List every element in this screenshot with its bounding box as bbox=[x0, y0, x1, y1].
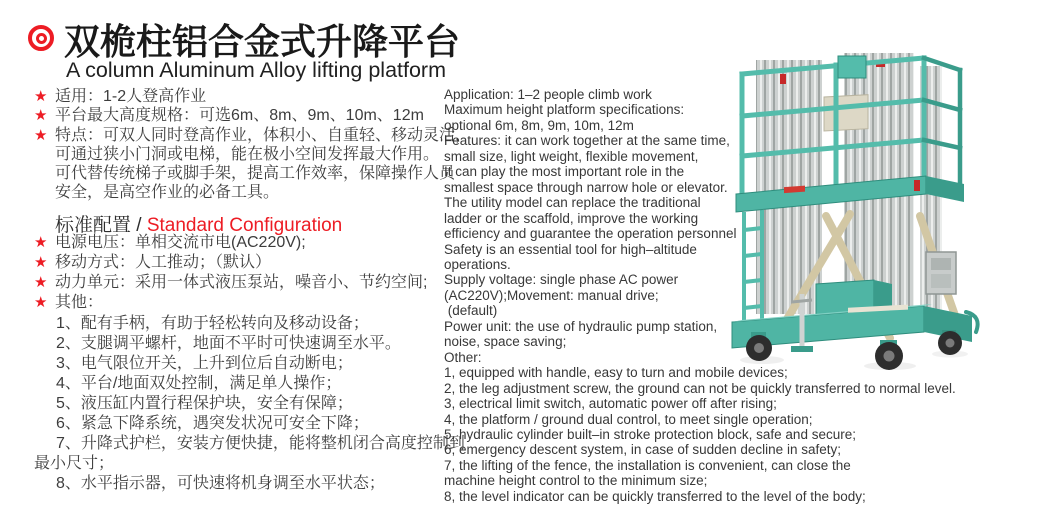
star-icon: ★ bbox=[34, 294, 48, 311]
star-icon: ★ bbox=[34, 88, 48, 105]
other-line bbox=[34, 334, 465, 354]
english-spec-line: small size, light weight, flexible movement, bbox=[444, 148, 699, 164]
star-icon: ★ bbox=[34, 107, 48, 125]
english-spec-line: operations. bbox=[444, 256, 511, 272]
other-line bbox=[34, 374, 465, 394]
other-text: 8、水平指示器，可快速将机身调至水平状态； bbox=[56, 475, 385, 492]
english-spec-line: smallest space through narrow hole or elevator. bbox=[444, 179, 728, 195]
config-line bbox=[34, 233, 427, 253]
english-spec-line: Power unit: the use of hydraulic pump station, bbox=[444, 318, 718, 334]
feature-line bbox=[34, 106, 471, 125]
english-spec-line: 7, the lifting of the fence, the installation is convenient, can close the bbox=[444, 457, 851, 473]
other-text: 3、电气限位开关，上升到位后自动断电； bbox=[56, 355, 353, 372]
star-icon: ★ bbox=[34, 234, 48, 251]
other-line bbox=[34, 394, 465, 414]
other-text: 2、支腿调平螺杆，地面不平时可快速调至水平。 bbox=[56, 335, 401, 352]
english-spec-line: Other: bbox=[444, 349, 482, 365]
feature-line bbox=[34, 183, 471, 202]
star-icon: ★ bbox=[34, 126, 48, 144]
feature-text: 可通过狭小门洞或电梯，能在极小空间发挥最大作用。 bbox=[55, 145, 440, 163]
dual-mast-lifting-platform-photo bbox=[728, 44, 980, 370]
english-spec-line: (default) bbox=[444, 303, 498, 319]
config-line bbox=[34, 293, 427, 313]
star-icon bbox=[34, 145, 55, 164]
feature-text: 安全，是高空作业的必备工具。 bbox=[55, 184, 280, 202]
feature-line bbox=[34, 87, 471, 106]
english-spec-line: 6, emergency descent system, in case of sudden decline in safety; bbox=[444, 442, 841, 458]
other-line bbox=[34, 434, 465, 454]
other-text: 4、平台/地面双处控制，满足单人操作； bbox=[56, 375, 342, 392]
english-spec-line: Maximum height platform specifications: bbox=[444, 102, 685, 118]
other-text: 1、配有手柄，有助于轻松转向及移动设备； bbox=[56, 315, 369, 332]
feature-list bbox=[34, 87, 471, 203]
config-list bbox=[34, 233, 427, 313]
feature-text: 可代替传统梯子或脚手架，提高工作效率，保障操作人员 bbox=[55, 165, 456, 183]
star-icon bbox=[34, 164, 55, 183]
english-spec-line: 4, the platform / ground dual control, to meet single operation; bbox=[444, 411, 813, 427]
page-title-en: A column Aluminum Alloy lifting platform bbox=[66, 58, 446, 82]
other-line bbox=[34, 474, 465, 494]
other-text: 6、紧急下降系统，遇突发状况可安全下降； bbox=[56, 415, 369, 432]
english-spec-line: Features: it can work together at the same time, bbox=[444, 133, 730, 149]
other-line bbox=[34, 314, 465, 334]
other-line bbox=[34, 454, 465, 474]
config-text: 移动方式：人工推动；（默认） bbox=[55, 254, 272, 271]
feature-text: 平台最大高度规格：可选6m、8m、9m、10m、12m bbox=[55, 107, 424, 125]
english-spec-line: noise, space saving; bbox=[444, 334, 567, 350]
english-spec-line: The utility model can replace the traditional bbox=[444, 195, 701, 211]
double-circle-icon bbox=[28, 25, 54, 51]
star-icon: ★ bbox=[34, 254, 48, 271]
config-text: 电源电压：单相交流市电(AC220V); bbox=[55, 234, 306, 251]
heading-cn: 标准配置 / bbox=[55, 215, 147, 236]
english-spec-line: optional 6m, 8m, 9m, 10m, 12m bbox=[444, 117, 634, 133]
feature-text: 特点：可双人同时登高作业，体积小、自重轻、移动灵活， bbox=[55, 126, 472, 144]
english-spec-line: machine height control to the minimum size; bbox=[444, 473, 708, 489]
other-text: 7、升降式护栏，安装方便快捷，能将整机闭合高度控制到 bbox=[56, 435, 465, 452]
page-title-cn: 双桅柱铝合金式升降平台 bbox=[64, 21, 461, 62]
english-spec-line: 2, the leg adjustment screw, the ground can not be quickly transferred to normal level. bbox=[444, 380, 956, 396]
english-spec-line: It can play the most important role in the bbox=[444, 164, 685, 180]
english-spec-line: (AC220V);Movement: manual drive; bbox=[444, 287, 659, 303]
english-spec-line: Application: 1–2 people climb work bbox=[444, 87, 652, 102]
config-line bbox=[34, 253, 427, 273]
other-line bbox=[34, 414, 465, 434]
star-icon: ★ bbox=[34, 274, 48, 291]
english-spec-line: Supply voltage: single phase AC power bbox=[444, 272, 679, 288]
english-spec-line: 1, equipped with handle, easy to turn and mobile devices; bbox=[444, 365, 788, 381]
star-icon bbox=[34, 183, 55, 202]
other-text: 5、液压缸内置行程保护块，安全有保障； bbox=[56, 395, 353, 412]
english-spec-line: 3, electrical limit switch, automatic power off after rising; bbox=[444, 396, 777, 412]
config-text: 其他： bbox=[55, 294, 104, 311]
other-line bbox=[34, 354, 465, 374]
feature-line bbox=[34, 145, 471, 164]
feature-text: 适用：1-2人登高作业 bbox=[55, 88, 207, 105]
other-list bbox=[34, 314, 465, 494]
english-spec-line: Safety is an essential tool for high–altitude bbox=[444, 241, 697, 257]
feature-line bbox=[34, 164, 471, 183]
feature-line bbox=[34, 126, 471, 145]
heading-en: Standard Configuration bbox=[146, 215, 343, 236]
english-spec-line: 8, the level indicator can be quickly transferred to the level of the body; bbox=[444, 488, 866, 504]
config-line bbox=[34, 273, 427, 293]
english-spec-line: 5, hydraulic cylinder built–in stroke protection block, safe and secure; bbox=[444, 426, 856, 442]
english-spec-line: efficiency and guarantee the operation personnel bbox=[444, 226, 737, 242]
other-text: 最小尺寸； bbox=[34, 455, 115, 472]
config-text: 动力单元：采用一体式液压泵站，噪音小、节约空间; bbox=[55, 274, 428, 291]
english-spec-line: ladder or the scaffold, improve the working bbox=[444, 210, 699, 226]
